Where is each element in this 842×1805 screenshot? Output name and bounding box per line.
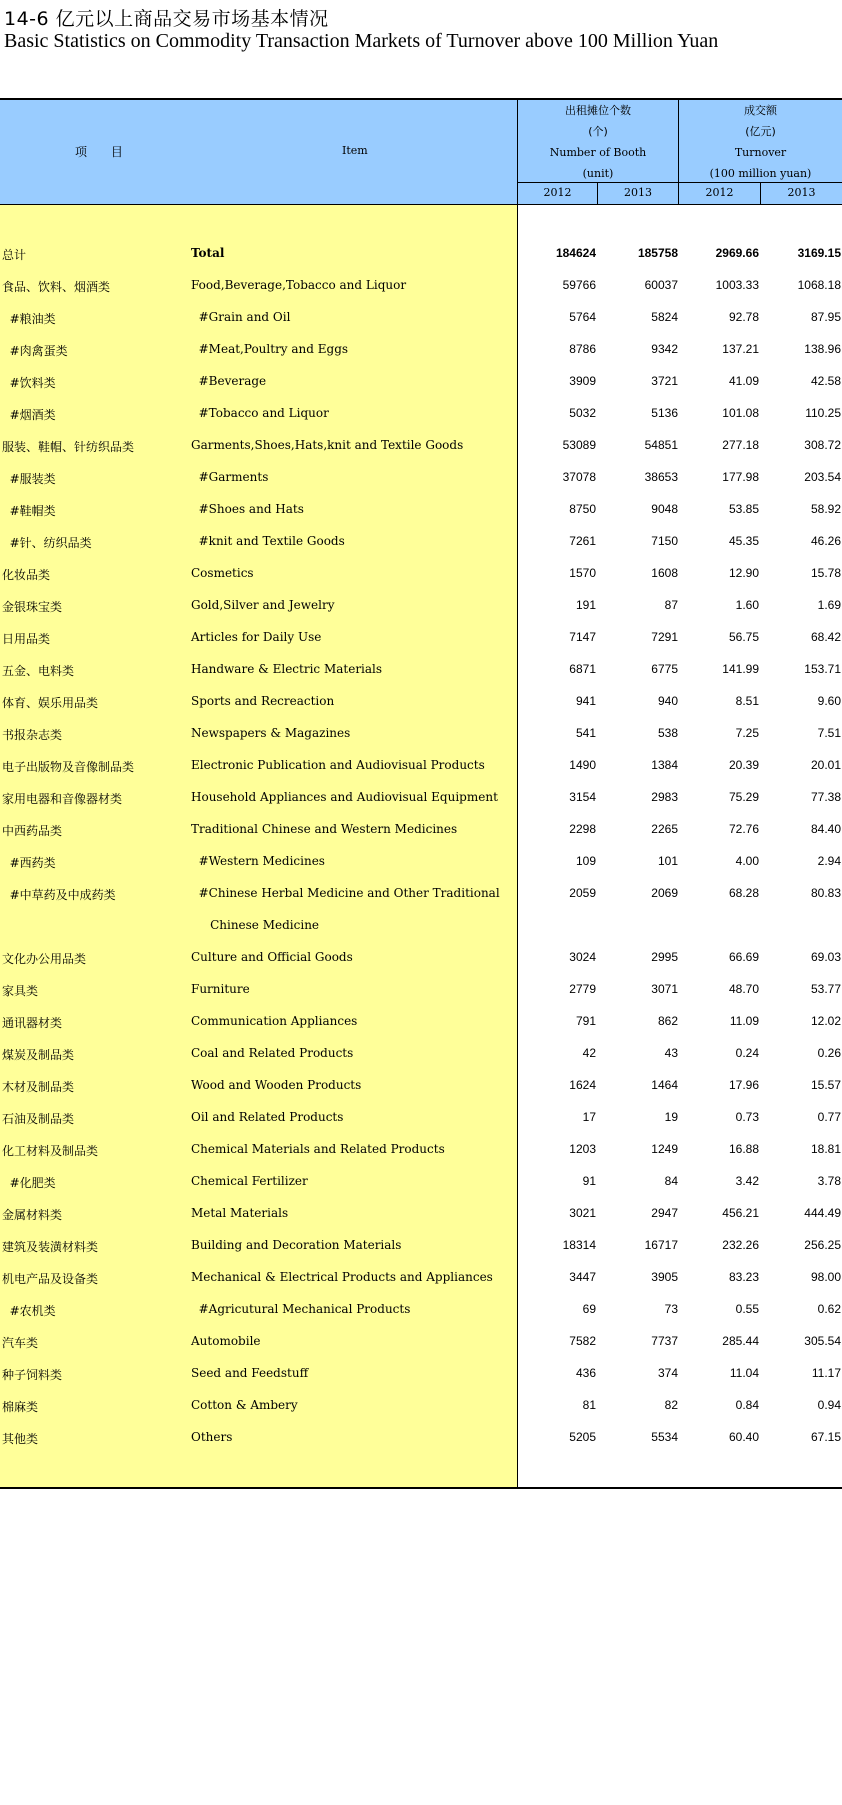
row-item-english: Sports and Recreaction	[191, 694, 335, 708]
row-item-english: Household Appliances and Audiovisual Equipment	[191, 790, 498, 804]
row-item-chinese: #肉禽蛋类	[2, 344, 68, 358]
table-row	[0, 911, 842, 943]
turnover-2013-value: 15.78	[810, 566, 841, 580]
row-item-chinese: 电子出版物及音像制品类	[2, 760, 135, 774]
row-item-chinese: 木材及制品类	[2, 1080, 75, 1094]
turnover-2012-value: 285.44	[722, 1334, 759, 1348]
table-row	[0, 1007, 842, 1039]
booth-2012-value: 184624	[555, 246, 596, 260]
booth-2013-value: 862	[657, 1014, 678, 1028]
row-item-chinese: #化肥类	[2, 1176, 56, 1190]
header-booth	[518, 100, 678, 184]
booth-2013-value: 19	[664, 1110, 678, 1124]
booth-2012-value: 5032	[569, 406, 596, 420]
table-row	[0, 783, 842, 815]
header-booth-cn: 出租摊位个数	[565, 104, 631, 117]
turnover-2012-value: 48.70	[728, 982, 759, 996]
row-item-chinese: 五金、电料类	[2, 664, 75, 678]
turnover-2013-value: 18.81	[810, 1142, 841, 1156]
booth-2012-value: 8786	[569, 342, 596, 356]
turnover-2013-value: 308.72	[804, 438, 841, 452]
booth-2012-value: 91	[582, 1174, 596, 1188]
turnover-2013-value: 1.69	[817, 598, 841, 612]
table-title-chinese: 14-6 亿元以上商品交易市场基本情况	[4, 8, 329, 30]
table-row	[0, 1039, 842, 1071]
turnover-2012-value: 92.78	[728, 310, 759, 324]
booth-2012-value: 7261	[569, 534, 596, 548]
turnover-2013-value: 53.77	[810, 982, 841, 996]
turnover-2012-value: 277.18	[722, 438, 759, 452]
booth-2012-value: 2059	[569, 886, 596, 900]
table-row	[0, 495, 842, 527]
header-booth-unit-cn: (个)	[588, 125, 608, 138]
row-item-chinese: 家用电器和音像器材类	[2, 792, 123, 806]
booth-2013-value: 538	[657, 726, 678, 740]
turnover-2012-value: 68.28	[728, 886, 759, 900]
table-row	[0, 687, 842, 719]
turnover-2013-value: 138.96	[804, 342, 841, 356]
row-item-chinese: 建筑及装潢材料类	[2, 1240, 99, 1254]
turnover-2013-value: 69.03	[810, 950, 841, 964]
turnover-2013-value: 80.83	[810, 886, 841, 900]
row-item-english: Garments,Shoes,Hats,knit and Textile Goods	[191, 438, 464, 452]
row-item-english: Handware & Electric Materials	[191, 662, 383, 676]
booth-2013-value: 7150	[651, 534, 678, 548]
header-item-chinese: 项 目	[75, 145, 133, 159]
header-booth-en: Number of Booth	[549, 146, 647, 159]
booth-2012-value: 3909	[569, 374, 596, 388]
booth-2012-value: 1624	[569, 1078, 596, 1092]
booth-2012-value: 2298	[569, 822, 596, 836]
booth-2012-value: 7582	[569, 1334, 596, 1348]
turnover-2012-value: 56.75	[728, 630, 759, 644]
row-item-chinese: 金属材料类	[2, 1208, 63, 1222]
turnover-2012-value: 17.96	[728, 1078, 759, 1092]
booth-2013-value: 1384	[651, 758, 678, 772]
turnover-2012-value: 72.76	[728, 822, 759, 836]
row-item-english: Coal and Related Products	[191, 1046, 354, 1060]
booth-2012-value: 3021	[569, 1206, 596, 1220]
turnover-2012-value: 12.90	[728, 566, 759, 580]
booth-2012-value: 18314	[562, 1238, 596, 1252]
header-year: 2013	[624, 186, 652, 199]
booth-2012-value: 17	[582, 1110, 596, 1124]
row-item-english: Newspapers & Magazines	[191, 726, 351, 740]
turnover-2013-value: 15.57	[810, 1078, 841, 1092]
header-year: 2012	[705, 186, 734, 199]
row-item-chinese: 其他类	[2, 1432, 39, 1446]
booth-2012-value: 5764	[569, 310, 596, 324]
header-turnover-en: Turnover	[734, 146, 787, 159]
booth-2012-value: 3024	[569, 950, 596, 964]
row-item-english: Building and Decoration Materials	[191, 1238, 402, 1252]
row-item-english: Cosmetics	[191, 566, 254, 580]
booth-2013-value: 5136	[651, 406, 678, 420]
table-row	[0, 335, 842, 367]
row-item-chinese: 日用品类	[2, 632, 51, 646]
booth-2012-value: 1570	[569, 566, 596, 580]
table-row	[0, 559, 842, 591]
header-year: 2012	[543, 186, 572, 199]
row-item-english: Mechanical & Electrical Products and Appliances	[191, 1270, 493, 1284]
table-row	[0, 1167, 842, 1199]
table-row	[0, 1199, 842, 1231]
turnover-2012-value: 137.21	[722, 342, 759, 356]
turnover-2013-value: 1068.18	[797, 278, 841, 292]
row-item-chinese: 棉麻类	[2, 1400, 39, 1414]
booth-2013-value: 2983	[651, 790, 678, 804]
booth-2013-value: 9342	[651, 342, 678, 356]
row-item-english: Total	[191, 246, 225, 260]
row-item-english: Articles for Daily Use	[191, 630, 322, 644]
booth-2013-value: 43	[664, 1046, 678, 1060]
row-item-chinese: 石油及制品类	[2, 1112, 75, 1126]
turnover-2013-value: 7.51	[817, 726, 841, 740]
turnover-2012-value: 45.35	[728, 534, 759, 548]
booth-2013-value: 82	[664, 1398, 678, 1412]
header-year: 2013	[787, 186, 816, 199]
booth-2013-value: 9048	[651, 502, 678, 516]
booth-2012-value: 941	[575, 694, 596, 708]
turnover-2013-value: 98.00	[810, 1270, 841, 1284]
row-item-english: Others	[191, 1430, 233, 1444]
table-row	[0, 1359, 842, 1391]
booth-2012-value: 191	[575, 598, 596, 612]
row-item-chinese: 家具类	[2, 984, 39, 998]
turnover-2012-value: 0.55	[735, 1302, 759, 1316]
row-item-english: Chinese Medicine	[191, 918, 320, 932]
table-row	[0, 1071, 842, 1103]
turnover-2013-value: 444.49	[804, 1206, 841, 1220]
row-item-english: Chemical Fertilizer	[191, 1174, 308, 1188]
row-item-chinese: 文化办公用品类	[2, 952, 87, 966]
turnover-2012-value: 41.09	[728, 374, 759, 388]
row-item-chinese: #中草药及中成药类	[2, 888, 116, 902]
turnover-2013-value: 0.94	[817, 1398, 841, 1412]
row-item-chinese: 食品、饮料、烟酒类	[2, 280, 111, 294]
turnover-2013-value: 12.02	[810, 1014, 841, 1028]
booth-2013-value: 3721	[651, 374, 678, 388]
bottom-rule	[0, 1487, 842, 1489]
row-item-english: Wood and Wooden Products	[191, 1078, 362, 1092]
row-item-chinese: #服装类	[2, 472, 56, 486]
table-row	[0, 975, 842, 1007]
row-item-english: #Western Medicines	[191, 854, 325, 868]
row-item-english: Traditional Chinese and Western Medicines	[191, 822, 458, 836]
table-row	[0, 815, 842, 847]
booth-2013-value: 2265	[651, 822, 678, 836]
booth-2012-value: 5205	[569, 1430, 596, 1444]
booth-2012-value: 1490	[569, 758, 596, 772]
table-row	[0, 751, 842, 783]
booth-2013-value: 87	[664, 598, 678, 612]
header-turnover-unit-cn: (亿元)	[745, 125, 776, 138]
table-title-english: Basic Statistics on Commodity Transaction Markets of Turnover above 100 Million Yuan	[4, 30, 719, 52]
row-item-english: Metal Materials	[191, 1206, 289, 1220]
booth-2012-value: 6871	[569, 662, 596, 676]
booth-2013-value: 940	[657, 694, 678, 708]
booth-2013-value: 73	[664, 1302, 678, 1316]
table-row	[0, 847, 842, 879]
booth-2013-value: 2947	[651, 1206, 678, 1220]
row-item-english: #knit and Textile Goods	[191, 534, 345, 548]
turnover-2012-value: 456.21	[722, 1206, 759, 1220]
booth-2012-value: 69	[582, 1302, 596, 1316]
booth-2012-value: 3447	[569, 1270, 596, 1284]
booth-2013-value: 16717	[644, 1238, 678, 1252]
turnover-2012-value: 66.69	[728, 950, 759, 964]
row-item-english: #Garments	[191, 470, 269, 484]
row-item-chinese: #针、纺织品类	[2, 536, 92, 550]
row-item-chinese: #西药类	[2, 856, 56, 870]
turnover-2013-value: 42.58	[810, 374, 841, 388]
table-row	[0, 1135, 842, 1167]
row-item-chinese: 中西药品类	[2, 824, 63, 838]
turnover-2013-value: 2.94	[817, 854, 841, 868]
table-row	[0, 1103, 842, 1135]
turnover-2012-value: 2969.66	[715, 246, 759, 260]
row-item-chinese: 机电产品及设备类	[2, 1272, 99, 1286]
booth-2013-value: 7737	[651, 1334, 678, 1348]
turnover-2012-value: 20.39	[728, 758, 759, 772]
turnover-2012-value: 177.98	[722, 470, 759, 484]
booth-2012-value: 541	[575, 726, 596, 740]
turnover-2012-value: 0.73	[735, 1110, 759, 1124]
row-item-english: #Shoes and Hats	[191, 502, 304, 516]
turnover-2013-value: 77.38	[810, 790, 841, 804]
booth-2012-value: 1203	[569, 1142, 596, 1156]
row-item-chinese: 体育、娱乐用品类	[2, 696, 99, 710]
turnover-2013-value: 153.71	[804, 662, 841, 676]
turnover-2012-value: 0.24	[735, 1046, 759, 1060]
booth-2012-value: 53089	[562, 438, 596, 452]
table-row	[0, 1423, 842, 1455]
table-row	[0, 1327, 842, 1359]
header-turnover-cn: 成交额	[744, 104, 777, 117]
booth-2013-value: 60037	[644, 278, 678, 292]
row-item-chinese: 煤炭及制品类	[2, 1048, 75, 1062]
booth-2012-value: 8750	[569, 502, 596, 516]
table-row	[0, 1295, 842, 1327]
booth-2012-value: 37078	[562, 470, 596, 484]
table-row	[0, 431, 842, 463]
turnover-2012-value: 60.40	[728, 1430, 759, 1444]
turnover-2013-value: 84.40	[810, 822, 841, 836]
booth-2013-value: 54851	[644, 438, 678, 452]
booth-2012-value: 59766	[562, 278, 596, 292]
row-item-english: #Meat,Poultry and Eggs	[191, 342, 349, 356]
turnover-2013-value: 0.26	[817, 1046, 841, 1060]
turnover-2012-value: 232.26	[722, 1238, 759, 1252]
turnover-2013-value: 0.77	[817, 1110, 841, 1124]
turnover-2012-value: 16.88	[728, 1142, 759, 1156]
row-item-english: #Tobacco and Liquor	[191, 406, 329, 420]
turnover-2013-value: 46.26	[810, 534, 841, 548]
table-row	[0, 623, 842, 655]
booth-2013-value: 101	[657, 854, 678, 868]
table-row	[0, 463, 842, 495]
row-item-english: Furniture	[191, 982, 250, 996]
table-row	[0, 239, 842, 271]
row-item-english: Culture and Official Goods	[191, 950, 353, 964]
table-row	[0, 367, 842, 399]
row-item-chinese: 服装、鞋帽、针纺织品类	[2, 440, 135, 454]
turnover-2012-value: 53.85	[728, 502, 759, 516]
table-row	[0, 1391, 842, 1423]
row-item-english: Seed and Feedstuff	[191, 1366, 309, 1380]
row-item-chinese: #农机类	[2, 1304, 56, 1318]
row-item-english: Gold,Silver and Jewelry	[191, 598, 335, 612]
row-item-english: Cotton & Ambery	[191, 1398, 298, 1412]
booth-2013-value: 2995	[651, 950, 678, 964]
table-row	[0, 271, 842, 303]
table-row	[0, 879, 842, 911]
turnover-2012-value: 3.42	[735, 1174, 759, 1188]
table-row	[0, 719, 842, 751]
turnover-2013-value: 305.54	[804, 1334, 841, 1348]
booth-2012-value: 42	[582, 1046, 596, 1060]
row-item-english: #Chinese Herbal Medicine and Other Traditional	[191, 886, 500, 900]
turnover-2012-value: 83.23	[728, 1270, 759, 1284]
booth-2013-value: 1608	[651, 566, 678, 580]
booth-2013-value: 185758	[637, 246, 678, 260]
header-turnover-unit-en: (100 million yuan)	[709, 167, 812, 180]
table-row	[0, 399, 842, 431]
row-item-chinese: 金银珠宝类	[2, 600, 63, 614]
row-item-chinese: 通讯器材类	[2, 1016, 63, 1030]
turnover-2013-value: 256.25	[804, 1238, 841, 1252]
row-item-english: Electronic Publication and Audiovisual Products	[191, 758, 485, 772]
row-item-english: Automobile	[191, 1334, 261, 1348]
booth-2013-value: 5824	[651, 310, 678, 324]
booth-2012-value: 791	[575, 1014, 596, 1028]
booth-2013-value: 2069	[651, 886, 678, 900]
row-item-english: #Agricutural Mechanical Products	[191, 1302, 411, 1316]
turnover-2012-value: 0.84	[735, 1398, 759, 1412]
turnover-2012-value: 8.51	[735, 694, 759, 708]
turnover-2013-value: 67.15	[810, 1430, 841, 1444]
booth-2013-value: 374	[657, 1366, 678, 1380]
row-item-chinese: #鞋帽类	[2, 504, 56, 518]
header-item-english: Item	[342, 144, 368, 157]
row-item-chinese: 种子饲料类	[2, 1368, 63, 1382]
booth-2013-value: 1464	[651, 1078, 678, 1092]
booth-2013-value: 7291	[651, 630, 678, 644]
booth-2012-value: 2779	[569, 982, 596, 996]
row-item-chinese: #饮料类	[2, 376, 56, 390]
turnover-2013-value: 9.60	[817, 694, 841, 708]
booth-2013-value: 84	[664, 1174, 678, 1188]
table-row	[0, 1263, 842, 1295]
row-item-english: #Beverage	[191, 374, 267, 388]
turnover-2012-value: 11.09	[729, 1014, 759, 1028]
table-row	[0, 591, 842, 623]
turnover-2012-value: 1.60	[735, 598, 759, 612]
row-item-chinese: 化工材料及制品类	[2, 1144, 99, 1158]
row-item-chinese: 书报杂志类	[2, 728, 63, 742]
booth-2012-value: 3154	[569, 790, 596, 804]
row-item-chinese: 化妆品类	[2, 568, 51, 582]
turnover-2012-value: 11.04	[729, 1366, 759, 1380]
row-item-chinese: 总计	[2, 248, 27, 262]
table-row	[0, 527, 842, 559]
table-row	[0, 655, 842, 687]
row-item-english: #Grain and Oil	[191, 310, 291, 324]
booth-2013-value: 3071	[651, 982, 678, 996]
turnover-2012-value: 7.25	[735, 726, 759, 740]
booth-2013-value: 1249	[651, 1142, 678, 1156]
booth-2012-value: 7147	[569, 630, 596, 644]
turnover-2012-value: 75.29	[728, 790, 759, 804]
turnover-2012-value: 1003.33	[715, 278, 759, 292]
row-item-english: Oil and Related Products	[191, 1110, 344, 1124]
turnover-2013-value: 68.42	[810, 630, 841, 644]
turnover-2013-value: 11.17	[811, 1366, 841, 1380]
turnover-2013-value: 203.54	[804, 470, 841, 484]
booth-2013-value: 5534	[651, 1430, 678, 1444]
turnover-2012-value: 101.08	[722, 406, 759, 420]
turnover-2013-value: 58.92	[810, 502, 841, 516]
row-item-chinese: #烟酒类	[2, 408, 56, 422]
booth-2013-value: 3905	[651, 1270, 678, 1284]
row-item-chinese: #粮油类	[2, 312, 56, 326]
row-item-chinese: 汽车类	[2, 1336, 39, 1350]
row-item-english: Food,Beverage,Tobacco and Liquor	[191, 278, 407, 292]
header-booth-unit-en: (unit)	[582, 167, 614, 180]
row-item-english: Communication Appliances	[191, 1014, 358, 1028]
turnover-2012-value: 4.00	[735, 854, 759, 868]
booth-2012-value: 109	[575, 854, 596, 868]
booth-2013-value: 38653	[644, 470, 678, 484]
turnover-2013-value: 0.62	[817, 1302, 841, 1316]
turnover-2013-value: 87.95	[810, 310, 841, 324]
row-item-english: Chemical Materials and Related Products	[191, 1142, 445, 1156]
table-row	[0, 303, 842, 335]
header-turnover	[679, 100, 842, 184]
turnover-2013-value: 3169.15	[797, 246, 841, 260]
turnover-2013-value: 3.78	[817, 1174, 841, 1188]
turnover-2013-value: 20.01	[810, 758, 841, 772]
table-row	[0, 943, 842, 975]
booth-2012-value: 81	[582, 1398, 596, 1412]
booth-2013-value: 6775	[651, 662, 678, 676]
booth-2012-value: 436	[575, 1366, 596, 1380]
turnover-2013-value: 110.25	[805, 406, 841, 420]
turnover-2012-value: 141.99	[722, 662, 759, 676]
table-row	[0, 1231, 842, 1263]
